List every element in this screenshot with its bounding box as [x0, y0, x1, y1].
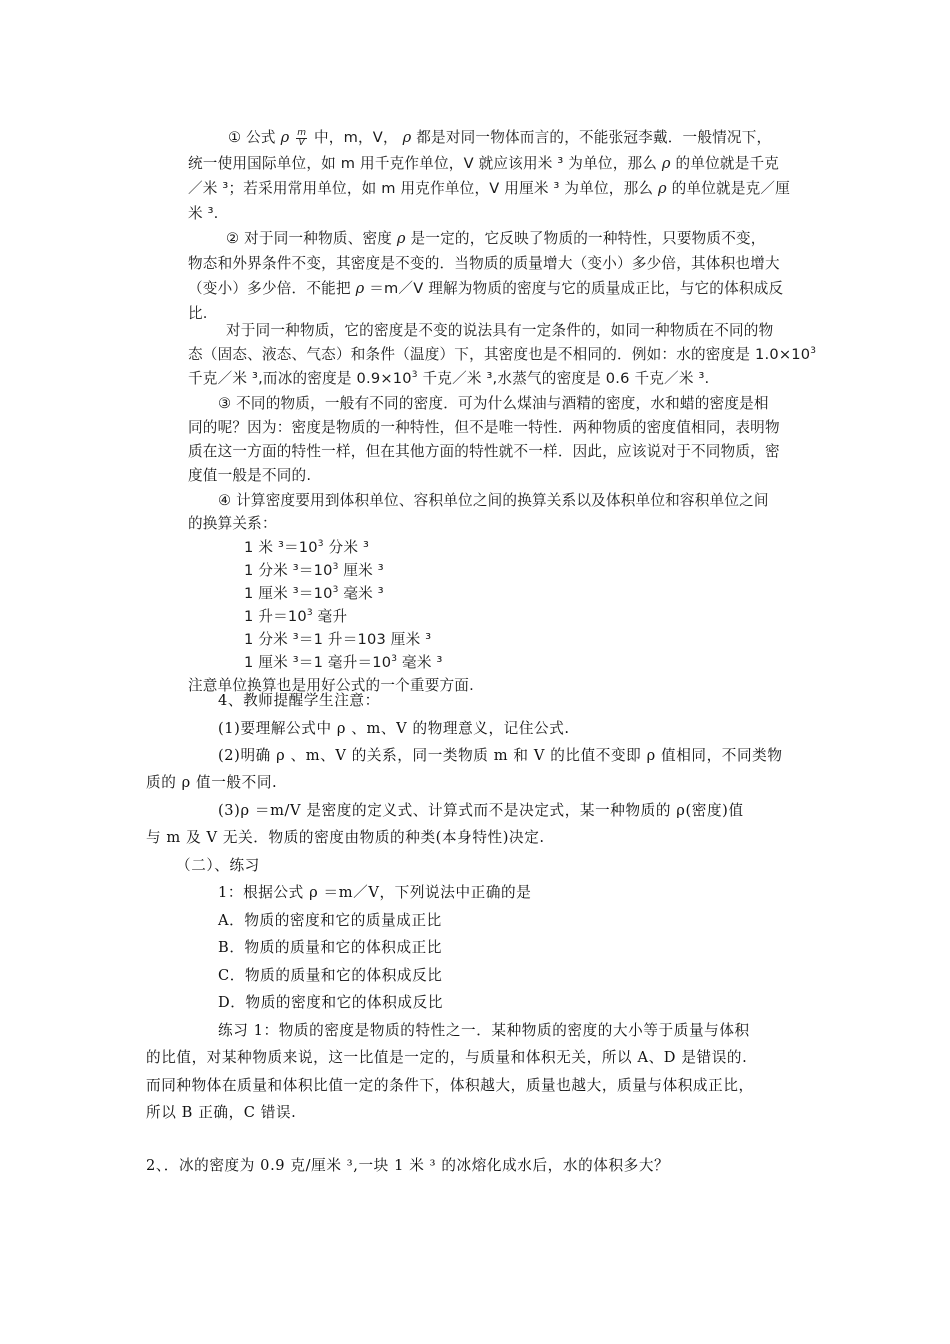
- text-line: [188, 344, 816, 366]
- rho-symbol: ρ: [355, 280, 365, 297]
- question-2: 2、．冰的密度为 0.9 克/厘米 ³,一块 1 米 ³ 的冰熔化成水后，水的体积多大？: [146, 1157, 670, 1174]
- answer-line: 所以 B 正确，C 错误.: [146, 1104, 297, 1121]
- superscript: 3: [332, 562, 339, 573]
- formula-text-b: 中，m，V，: [314, 129, 398, 146]
- rho-symbol: ρ: [658, 180, 667, 197]
- text-segment: ／米 ³；若采用常用单位，如 m 用克作单位，V 用厘米 ³ 为单位，那么: [188, 180, 654, 197]
- formula-text-c: 都是对同一物体而言的，不能张冠李戴．一般情况下，: [416, 129, 772, 146]
- option-d: D．物质的密度和它的体积成反比: [218, 994, 444, 1011]
- conversion-text: 分米 ³: [323, 539, 370, 556]
- conversion-text: 1 分米 ³＝10: [244, 562, 333, 579]
- text-line: 同的呢？因为：密度是物质的一种特性，但不是唯一特性．两种物质的密度值相同，表明物: [188, 419, 780, 436]
- text-segment: 的单位就是千克: [675, 155, 780, 172]
- text-line: [188, 153, 779, 175]
- superscript: 3: [411, 370, 418, 381]
- text-segment: 千克／米 ³,而冰的密度是 0.9×10: [188, 370, 412, 387]
- text-line: 米 ³.: [188, 205, 219, 222]
- conversion-text: 1 分米 ³＝1 升＝103 厘米 ³: [244, 631, 432, 648]
- formula-fraction: [296, 129, 307, 148]
- conversion-text: 1 米 ³＝10: [244, 539, 318, 556]
- conversion-row: [244, 606, 347, 628]
- superscript: 3: [332, 585, 339, 596]
- rho-symbol: ρ: [402, 129, 412, 146]
- conversion-row: [244, 652, 443, 674]
- note-line: 注意单位换算也是用好公式的一个重要方面.: [188, 677, 474, 694]
- text-segment: ② 对于同一种物质、密度: [226, 230, 393, 247]
- rho-symbol: ρ: [396, 230, 406, 247]
- formula-text-a: ① 公式: [228, 129, 276, 146]
- answer-line: 的比值，对某种物质来说，这一比值是一定的，与质量和体积无关，所以 A、D 是错误的.: [146, 1049, 748, 1066]
- fraction-denominator: V: [298, 137, 305, 148]
- conversion-text: 1 厘米 ³＝10: [244, 585, 333, 602]
- teacher-point-2: (2)明确 ρ 、m、V 的关系，同一类物质 m 和 V 的比值不变即 ρ 值相同，不同类物: [218, 747, 783, 764]
- text-segment: （变小）多少倍．不能把: [188, 280, 351, 297]
- option-c: C．物质的质量和它的体积成反比: [218, 967, 443, 984]
- text-line: ④ 计算密度要用到体积单位、容积单位之间的换算关系以及体积单位和容积单位之间: [218, 492, 769, 509]
- conversion-row: [244, 560, 384, 582]
- text-segment: 统一使用国际单位，如 m 用千克作单位，V 就应该用米 ³ 为单位，那么: [188, 155, 658, 172]
- text-line: 的换算关系：: [188, 515, 277, 532]
- text-line: [188, 278, 783, 300]
- text-segment: 态（固态、液态、气态）和条件（温度）下，其密度也是不相同的．例如：水的密度是 1.0×10: [188, 346, 811, 363]
- teacher-point-3: (3)ρ ＝m/V 是密度的定义式、计算式而不是决定式，某一种物质的 ρ(密度)值: [218, 802, 744, 819]
- teacher-point-3-cont: 与 m 及 V 无关．物质的密度由物质的种类(本身特性)决定.: [146, 829, 545, 846]
- teacher-heading: 4、教师提醒学生注意：: [218, 692, 380, 709]
- conversion-text: 毫升: [312, 608, 348, 625]
- superscript: 3: [317, 539, 324, 550]
- text-line: 物态和外界条件不变，其密度是不变的．当物质的质量增大（变小）多少倍，其体积也增大: [188, 255, 780, 272]
- text-line: ③ 不同的物质，一般有不同的密度．可为什么煤油与酒精的密度，水和蜡的密度是相: [218, 395, 769, 412]
- practice-heading: （二）、练习: [176, 857, 260, 874]
- rho-symbol: ρ: [661, 155, 671, 172]
- text-line: [226, 228, 766, 250]
- text-segment: 千克／米 ³,水蒸气的密度是 0.6 千克／米 ³.: [417, 370, 710, 387]
- text-segment: ＝m／V 理解为物质的密度与它的质量成正比，与它的体积成反: [369, 280, 784, 297]
- conversion-text: 毫米 ³: [397, 654, 443, 671]
- teacher-point-1: (1)要理解公式中 ρ 、m、V 的物理意义，记住公式.: [218, 720, 570, 737]
- question-1: 1：根据公式 ρ ＝m／V，下列说法中正确的是: [218, 884, 532, 901]
- superscript: 3: [810, 346, 817, 357]
- conversion-row: [244, 629, 431, 651]
- rho-symbol: ρ: [280, 129, 290, 146]
- option-a: A．物质的密度和它的质量成正比: [218, 912, 442, 929]
- answer-line: 练习 1：物质的密度是物质的特性之一．某种物质的密度的大小等于质量与体积: [218, 1022, 750, 1039]
- text-line: [188, 368, 709, 390]
- conversion-text: 1 升＝10: [244, 608, 307, 625]
- text-segment: 的单位就是克／厘: [671, 180, 790, 197]
- option-b: B．物质的质量和它的体积成正比: [218, 939, 443, 956]
- text-line: 比.: [188, 305, 208, 322]
- formula-line-1: [228, 127, 771, 149]
- text-line: 度值一般是不同的.: [188, 467, 312, 484]
- answer-line: 而同种物体在质量和体积比值一定的条件下，体积越大，质量也越大，质量与体积成正比，: [146, 1077, 754, 1094]
- conversion-text: 厘米 ³: [338, 562, 384, 579]
- text-segment: 是一定的，它反映了物质的一种特性，只要物质不变，: [410, 230, 766, 247]
- superscript: 3: [391, 654, 398, 665]
- text-line: [188, 178, 790, 200]
- text-line: 对于同一种物质，它的密度是不变的说法具有一定条件的，如同一种物质在不同的物: [226, 322, 774, 339]
- fraction-numerator: m: [297, 127, 307, 138]
- conversion-text: 1 厘米 ³＝1 毫升＝10: [244, 654, 392, 671]
- teacher-point-2-cont: 质的 ρ 值一般不同.: [146, 774, 278, 791]
- conversion-row: [244, 583, 384, 605]
- text-line: 质在这一方面的特性一样，但在其他方面的特性就不一样．因此，应该说对于不同物质，密: [188, 443, 780, 460]
- conversion-text: 毫米 ³: [338, 585, 384, 602]
- conversion-row: [244, 537, 369, 559]
- superscript: 3: [306, 608, 313, 619]
